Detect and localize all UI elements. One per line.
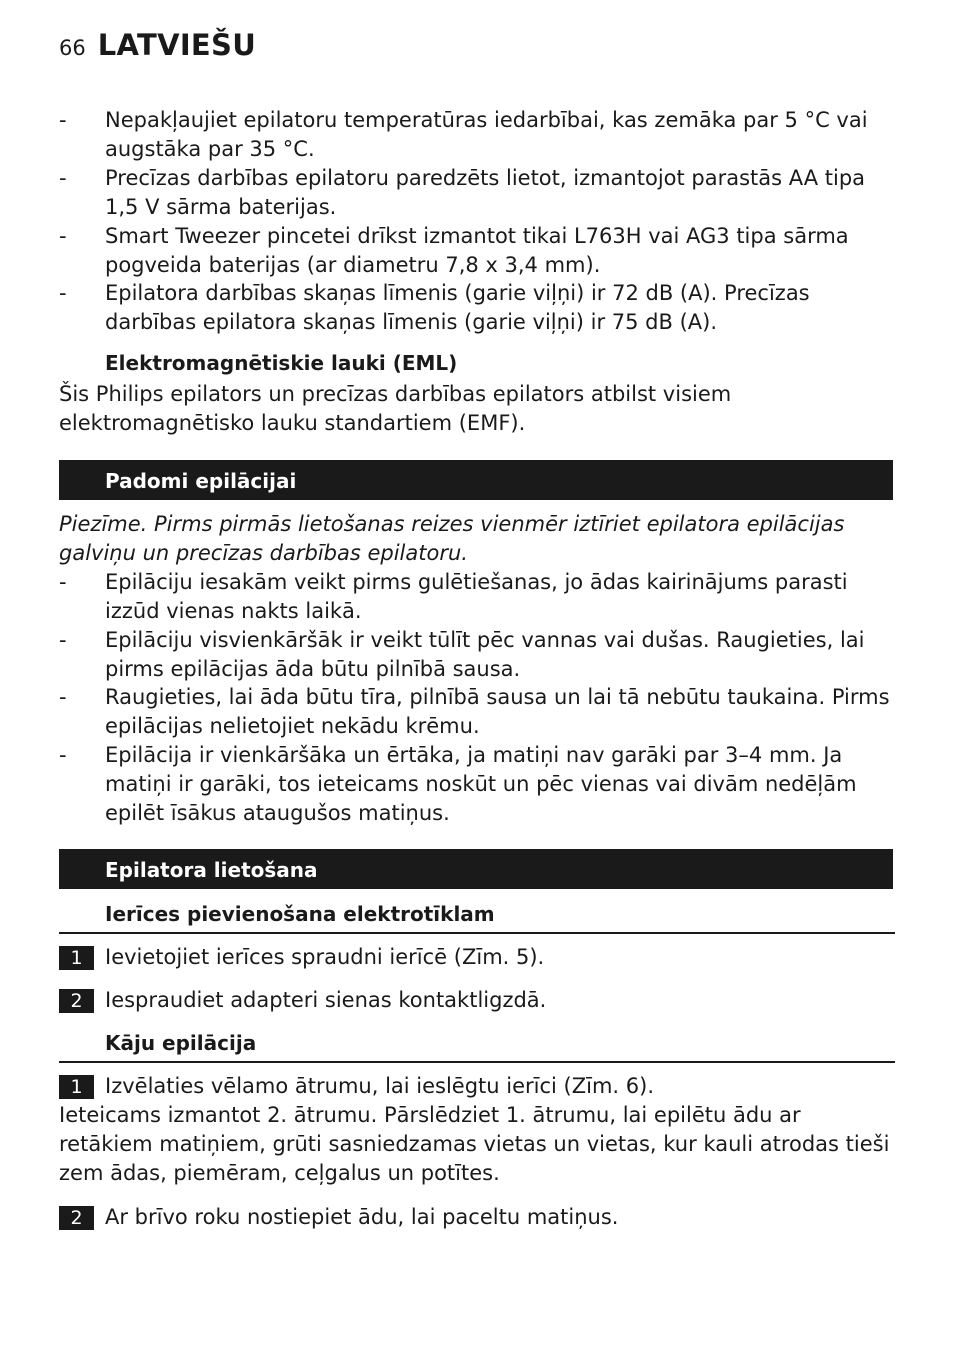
bullet-text: Epilāciju iesakām veikt pirms gulētiešanas, jo ādas kairinājums parasti izzūd vienas nakts laikā. bbox=[105, 570, 848, 623]
bullet-dash: - bbox=[59, 281, 67, 305]
bullet-text: Raugieties, lai āda būtu tīra, pilnībā sausa un lai tā nebūtu taukaina. Pirms epilācijas nelietojiet nekādu krēmu. bbox=[105, 685, 890, 738]
bullet-text: Epilatora darbības skaņas līmenis (garie viļņi) ir 72 dB (A). Precīzas darbības epilatora skaņas līmenis (garie viļņi) ir 75 dB (A). bbox=[105, 281, 810, 334]
list-item bbox=[59, 626, 899, 684]
eml-body: Šis Philips epilators un precīzas darbības epilators atbilst visiem elektromagnētisko lauku standartiem (EMF). bbox=[59, 382, 732, 435]
eml-heading: Elektromagnētiskie lauki (EML) bbox=[105, 351, 458, 375]
heading-rule bbox=[59, 1061, 895, 1063]
list-item bbox=[59, 222, 899, 280]
step-text: Ar brīvo roku nostiepiet ādu, lai paceltu matiņus. bbox=[105, 1205, 619, 1229]
list-item bbox=[59, 683, 899, 741]
bullet-dash: - bbox=[59, 743, 67, 767]
connect-heading: Ierīces pievienošana elektrotīklam bbox=[105, 902, 495, 926]
list-item bbox=[59, 106, 899, 164]
bullet-text: Epilācija ir vienkāršāka un ērtāka, ja matiņi nav garāki par 3–4 mm. Ja matiņi ir garāki, tos ieteicams noskūt un pēc vienas vai divām nedēļām epilēt īsākus ataugušos matiņus. bbox=[105, 743, 857, 825]
section-title: Padomi epilācijai bbox=[105, 469, 297, 493]
list-item bbox=[59, 164, 899, 222]
list-item bbox=[59, 279, 899, 337]
bullet-dash: - bbox=[59, 628, 67, 652]
list-item bbox=[59, 741, 899, 828]
bullet-text: Precīzas darbības epilatoru paredzēts lietot, izmantojot parastās AA tipa 1,5 V sārma baterijas. bbox=[105, 166, 866, 219]
section-bar-usage bbox=[59, 849, 893, 889]
tips-note: Piezīme. Pirms pirmās lietošanas reizes vienmēr iztīriet epilatora epilācijas galviņu un precīzas darbības epilatoru. bbox=[59, 512, 845, 565]
bullet-dash: - bbox=[59, 224, 67, 248]
bullet-dash: - bbox=[59, 108, 67, 132]
bullet-text: Nepakļaujiet epilatoru temperatūras iedarbībai, kas zemāka par 5 °C vai augstāka par 35 °C. bbox=[105, 108, 868, 161]
step-number-badge: 1 bbox=[59, 946, 94, 970]
step-text: Ievietojiet ierīces spraudni ierīcē (Zīm. 5). bbox=[105, 945, 545, 969]
heading-rule bbox=[59, 932, 895, 934]
page-title: LATVIEŠU bbox=[97, 28, 257, 62]
step-number-badge: 2 bbox=[59, 989, 94, 1013]
step-number-badge: 1 bbox=[59, 1075, 94, 1099]
bullet-text: Epilāciju visvienkāršāk ir veikt tūlīt pēc vannas vai dušas. Raugieties, lai pirms epilācijas āda būtu pilnībā sausa. bbox=[105, 628, 865, 681]
legs-heading: Kāju epilācija bbox=[105, 1031, 257, 1055]
bullet-dash: - bbox=[59, 570, 67, 594]
step-text: Iespraudiet adapteri sienas kontaktligzdā. bbox=[105, 988, 547, 1012]
section-title: Epilatora lietošana bbox=[105, 858, 318, 882]
section-bar-tips bbox=[59, 460, 893, 500]
bullet-text: Smart Tweezer pincetei drīkst izmantot tikai L763H vai AG3 tipa sārma pogveida baterijas (ar diametru 7,8 x 3,4 mm). bbox=[105, 224, 849, 277]
list-item bbox=[59, 568, 899, 626]
bullet-dash: - bbox=[59, 166, 67, 190]
page-header bbox=[59, 28, 256, 68]
legs-note: Ieteicams izmantot 2. ātrumu. Pārslēdziet 1. ātrumu, lai epilētu ādu ar retākiem matiņiem, grūti sasniedzamas vietas un vietas, kur kauli atrodas tieši zem ādas, piemēram, ceļgalus un potītes. bbox=[59, 1103, 890, 1185]
bullet-dash: - bbox=[59, 685, 67, 709]
step-text: Izvēlaties vēlamo ātrumu, lai ieslēgtu ierīci (Zīm. 6). bbox=[105, 1074, 655, 1098]
step-number-badge: 2 bbox=[59, 1206, 94, 1230]
page-number: 66 bbox=[59, 36, 86, 60]
